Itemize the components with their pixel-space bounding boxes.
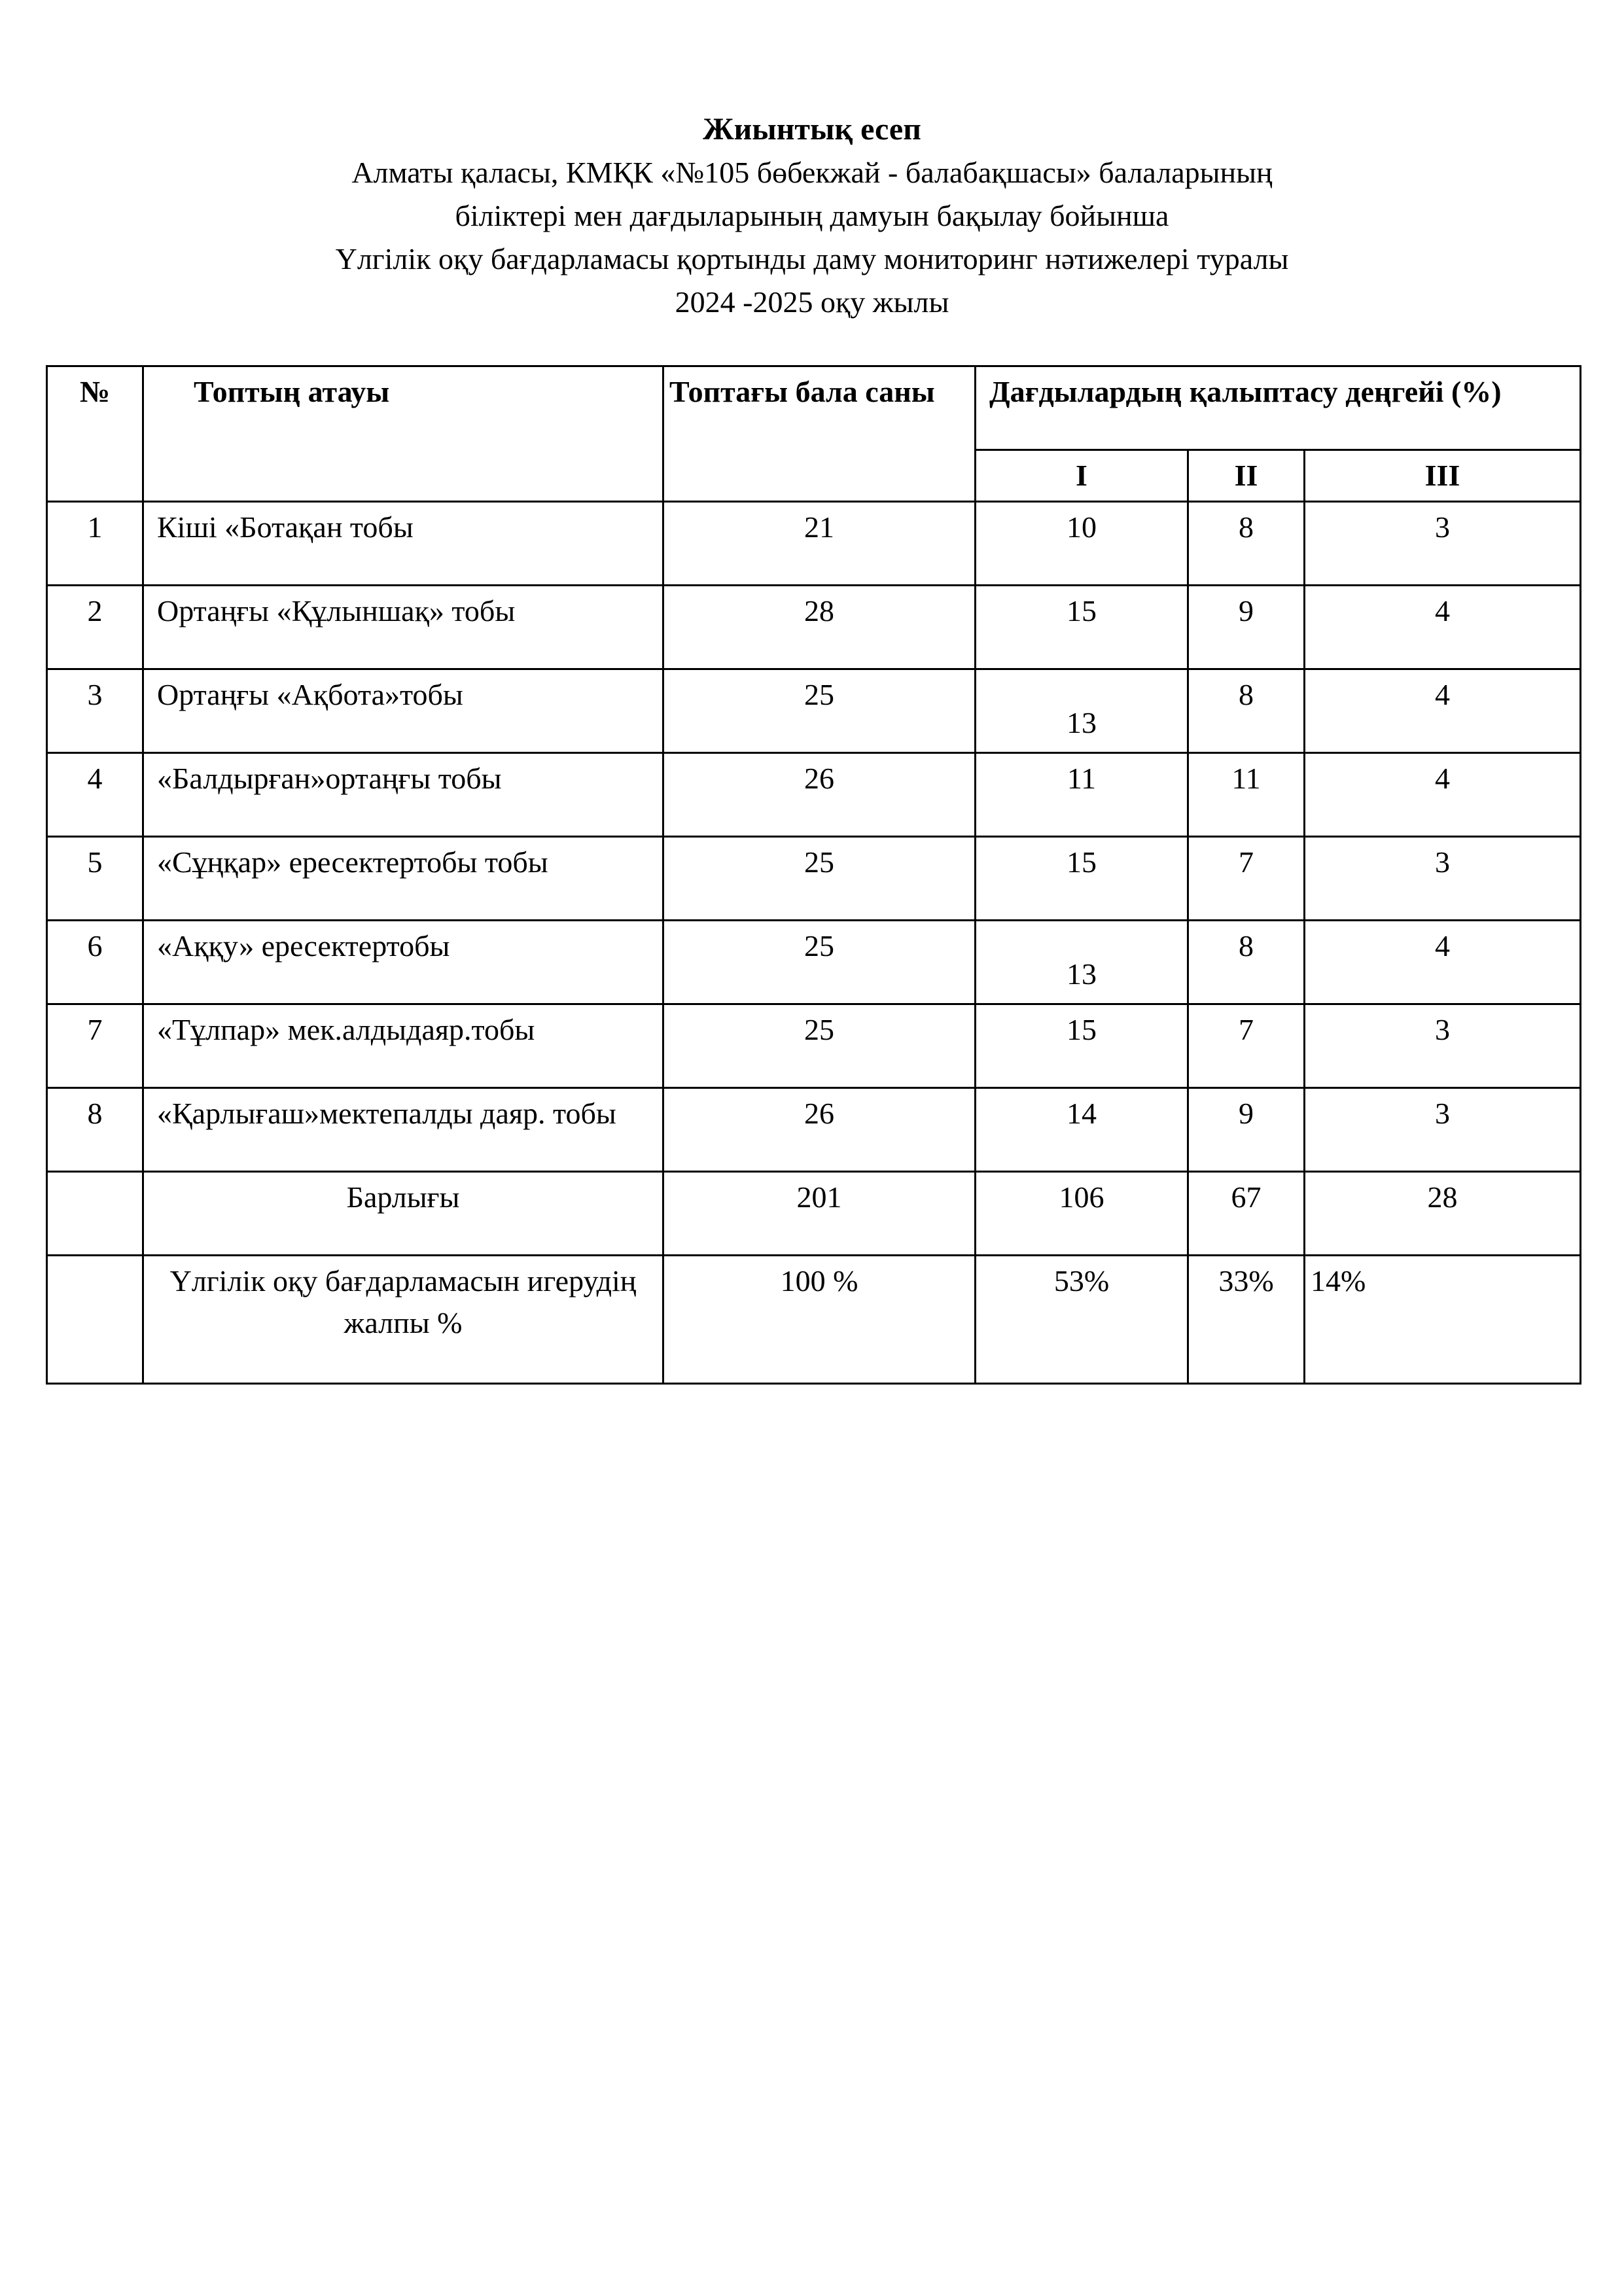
table-row <box>47 921 1581 1004</box>
report-title: Жиынтық есеп <box>703 112 921 147</box>
total-row-children-count: 201 <box>663 1172 976 1256</box>
percent-row-level-2: 33% <box>1188 1256 1305 1384</box>
total-row-label: Барлығы <box>143 1172 663 1256</box>
percent-row-number <box>47 1256 143 1384</box>
report-academic-year: 2024 -2025 оқу жылы <box>675 285 949 319</box>
row-number: 4 <box>47 753 143 837</box>
table-row <box>47 586 1581 669</box>
row-group-name: «Қарлығаш»мектепалды даяр. тобы <box>143 1088 663 1172</box>
table-row <box>47 502 1581 586</box>
row-group-name: «Балдырған»ортаңғы тобы <box>143 753 663 837</box>
row-level-3: 4 <box>1305 753 1581 837</box>
row-level-2: 9 <box>1188 586 1305 669</box>
row-children-count: 26 <box>663 1088 976 1172</box>
row-number: 2 <box>47 586 143 669</box>
row-children-count: 25 <box>663 669 976 753</box>
row-children-count: 25 <box>663 921 976 1004</box>
row-level-1: 13 <box>976 669 1188 753</box>
row-level-1: 10 <box>976 502 1188 586</box>
row-children-count: 25 <box>663 1004 976 1088</box>
row-children-count: 26 <box>663 753 976 837</box>
row-level-1: 15 <box>976 586 1188 669</box>
percent-row <box>47 1256 1581 1384</box>
header-number: № <box>47 366 143 502</box>
row-level-3: 4 <box>1305 586 1581 669</box>
report-subtitle-line-2: біліктері мен дағдыларының дамуын бақылау бойынша <box>455 199 1169 232</box>
row-level-3: 4 <box>1305 669 1581 753</box>
header-group-name: Топтың атауы <box>143 366 663 502</box>
row-level-1: 11 <box>976 753 1188 837</box>
row-group-name: «Сұңқар» ересектертобы тобы <box>143 837 663 921</box>
total-row-level-1: 106 <box>976 1172 1188 1256</box>
row-level-3: 3 <box>1305 1088 1581 1172</box>
report-subtitle-line-3: Үлгілік оқу бағдарламасы қортынды даму мониторинг нәтижелері туралы <box>335 242 1289 275</box>
row-number: 5 <box>47 837 143 921</box>
row-children-count: 28 <box>663 586 976 669</box>
row-level-3: 3 <box>1305 1004 1581 1088</box>
header-children-count: Топтағы бала саны <box>663 366 976 502</box>
table-row <box>47 669 1581 753</box>
header-level-1: I <box>976 450 1188 502</box>
table-row <box>47 1004 1581 1088</box>
total-row <box>47 1172 1581 1256</box>
row-level-3: 3 <box>1305 837 1581 921</box>
header-level-3: III <box>1305 450 1581 502</box>
row-number: 6 <box>47 921 143 1004</box>
row-number: 7 <box>47 1004 143 1088</box>
row-level-1: 15 <box>976 1004 1188 1088</box>
percent-row-level-1: 53% <box>976 1256 1188 1384</box>
header-skill-level: Дағдылардың қалыптасу деңгейі (%) <box>976 366 1581 450</box>
total-row-level-2: 67 <box>1188 1172 1305 1256</box>
row-group-name: Ортаңғы «Ақбота»тобы <box>143 669 663 753</box>
percent-row-level-3: 14% <box>1305 1256 1581 1384</box>
row-level-2: 8 <box>1188 502 1305 586</box>
percent-row-children-count: 100 % <box>663 1256 976 1384</box>
row-children-count: 25 <box>663 837 976 921</box>
row-level-2: 7 <box>1188 837 1305 921</box>
row-number: 3 <box>47 669 143 753</box>
row-level-2: 11 <box>1188 753 1305 837</box>
row-level-3: 3 <box>1305 502 1581 586</box>
row-group-name: «Аққу» ересектертобы <box>143 921 663 1004</box>
table-row <box>47 837 1581 921</box>
row-group-name: Кіші «Ботақан тобы <box>143 502 663 586</box>
row-level-3: 4 <box>1305 921 1581 1004</box>
row-group-name: Ортаңғы «Құлыншақ» тобы <box>143 586 663 669</box>
total-row-level-3: 28 <box>1305 1172 1581 1256</box>
total-row-number <box>47 1172 143 1256</box>
header-level-2: II <box>1188 450 1305 502</box>
row-level-2: 9 <box>1188 1088 1305 1172</box>
row-group-name: «Тұлпар» мек.алдыдаяр.тобы <box>143 1004 663 1088</box>
row-children-count: 21 <box>663 502 976 586</box>
row-number: 1 <box>47 502 143 586</box>
report-subtitle-line-1: Алматы қаласы, КМҚК «№105 бөбекжай - балабақшасы» балаларының <box>351 156 1273 189</box>
row-level-1: 15 <box>976 837 1188 921</box>
percent-row-label: Үлгілік оқу бағдарламасын игерудің жалпы % <box>143 1256 663 1384</box>
row-level-2: 8 <box>1188 669 1305 753</box>
row-level-2: 7 <box>1188 1004 1305 1088</box>
table-row <box>47 753 1581 837</box>
row-level-2: 8 <box>1188 921 1305 1004</box>
row-level-1: 14 <box>976 1088 1188 1172</box>
table-row <box>47 1088 1581 1172</box>
row-level-1: 13 <box>976 921 1188 1004</box>
table-header-row <box>47 366 1581 450</box>
row-number: 8 <box>47 1088 143 1172</box>
monitoring-results-table <box>46 365 1581 1385</box>
